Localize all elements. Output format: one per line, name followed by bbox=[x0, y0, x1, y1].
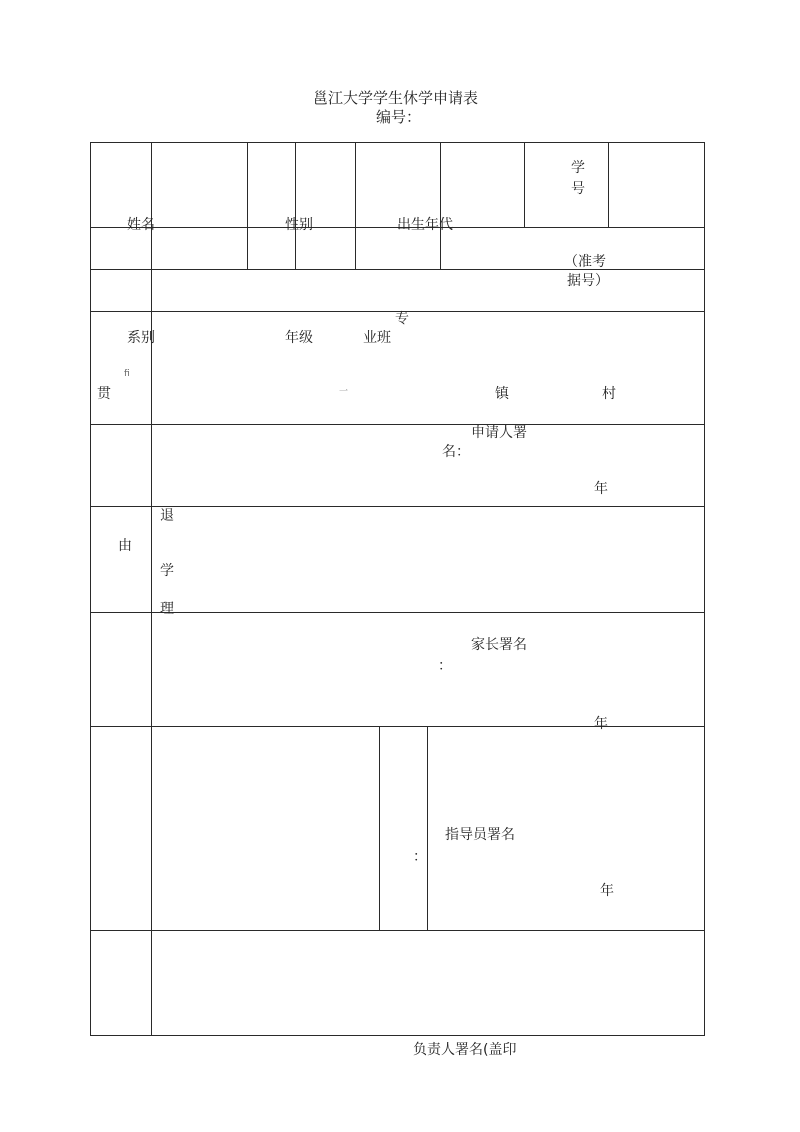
table-top-border bbox=[90, 142, 705, 143]
row-line bbox=[90, 269, 705, 270]
row-line bbox=[90, 612, 705, 613]
col-line bbox=[524, 142, 525, 227]
col-line bbox=[247, 142, 248, 269]
table-right-border bbox=[704, 142, 705, 1036]
col-line bbox=[427, 726, 428, 930]
advisor-signature-colon: ： bbox=[413, 849, 427, 865]
row-line bbox=[90, 930, 705, 931]
student-id-label: 号 bbox=[571, 181, 585, 197]
gender-label: 性别 bbox=[285, 217, 313, 233]
advisor-date-year: 年 bbox=[600, 883, 614, 899]
form-number-label: 编号： bbox=[376, 108, 422, 126]
village-label: 村 bbox=[602, 386, 616, 402]
col-line bbox=[379, 726, 380, 930]
student-id-label: 学 bbox=[571, 160, 585, 176]
applicant-date-year: 年 bbox=[594, 481, 608, 497]
reason-label: 退 bbox=[160, 508, 174, 524]
reason-label: 理 bbox=[160, 601, 174, 617]
table-bottom-border bbox=[90, 1035, 705, 1036]
row-line bbox=[90, 424, 705, 425]
major-class-label: 专 bbox=[395, 311, 409, 327]
row-line bbox=[90, 726, 705, 727]
major-class-label: 业班 bbox=[363, 330, 391, 346]
grade-label: 年级 bbox=[285, 330, 313, 346]
reason-label: 由 bbox=[118, 538, 132, 554]
origin-label: 贯 bbox=[97, 386, 111, 402]
origin-dash: 一 bbox=[339, 387, 349, 397]
reason-label: 学 bbox=[160, 563, 174, 579]
table-left-border bbox=[90, 142, 91, 1036]
town-label: 镇 bbox=[495, 386, 509, 402]
row-line bbox=[90, 506, 705, 507]
responsible-signature-label: 负责人署名(盖印 bbox=[413, 1042, 517, 1058]
parent-signature-colon: ： bbox=[438, 658, 452, 674]
parent-date-year: 年 bbox=[594, 716, 608, 732]
parent-signature-label: 家长署名 bbox=[471, 637, 527, 653]
birth-label: 出生年代 bbox=[397, 217, 453, 233]
col-line bbox=[440, 142, 441, 269]
col-line bbox=[355, 142, 356, 269]
exam-id-label: 据号） bbox=[567, 273, 609, 289]
exam-id-label: （准考 bbox=[564, 254, 606, 270]
label-column-line bbox=[151, 142, 152, 1036]
form-title: 邕江大学学生休学申请表 bbox=[313, 89, 479, 107]
applicant-signature-label: 申请人署 bbox=[471, 425, 527, 441]
col-line bbox=[608, 142, 609, 227]
advisor-signature-label: 指导员署名 bbox=[445, 827, 515, 843]
origin-mark: fi bbox=[124, 369, 130, 379]
department-label: 系别 bbox=[127, 330, 155, 346]
col-line bbox=[295, 142, 296, 269]
applicant-signature-label: 名： bbox=[442, 444, 470, 460]
name-label: 姓名 bbox=[127, 217, 155, 233]
